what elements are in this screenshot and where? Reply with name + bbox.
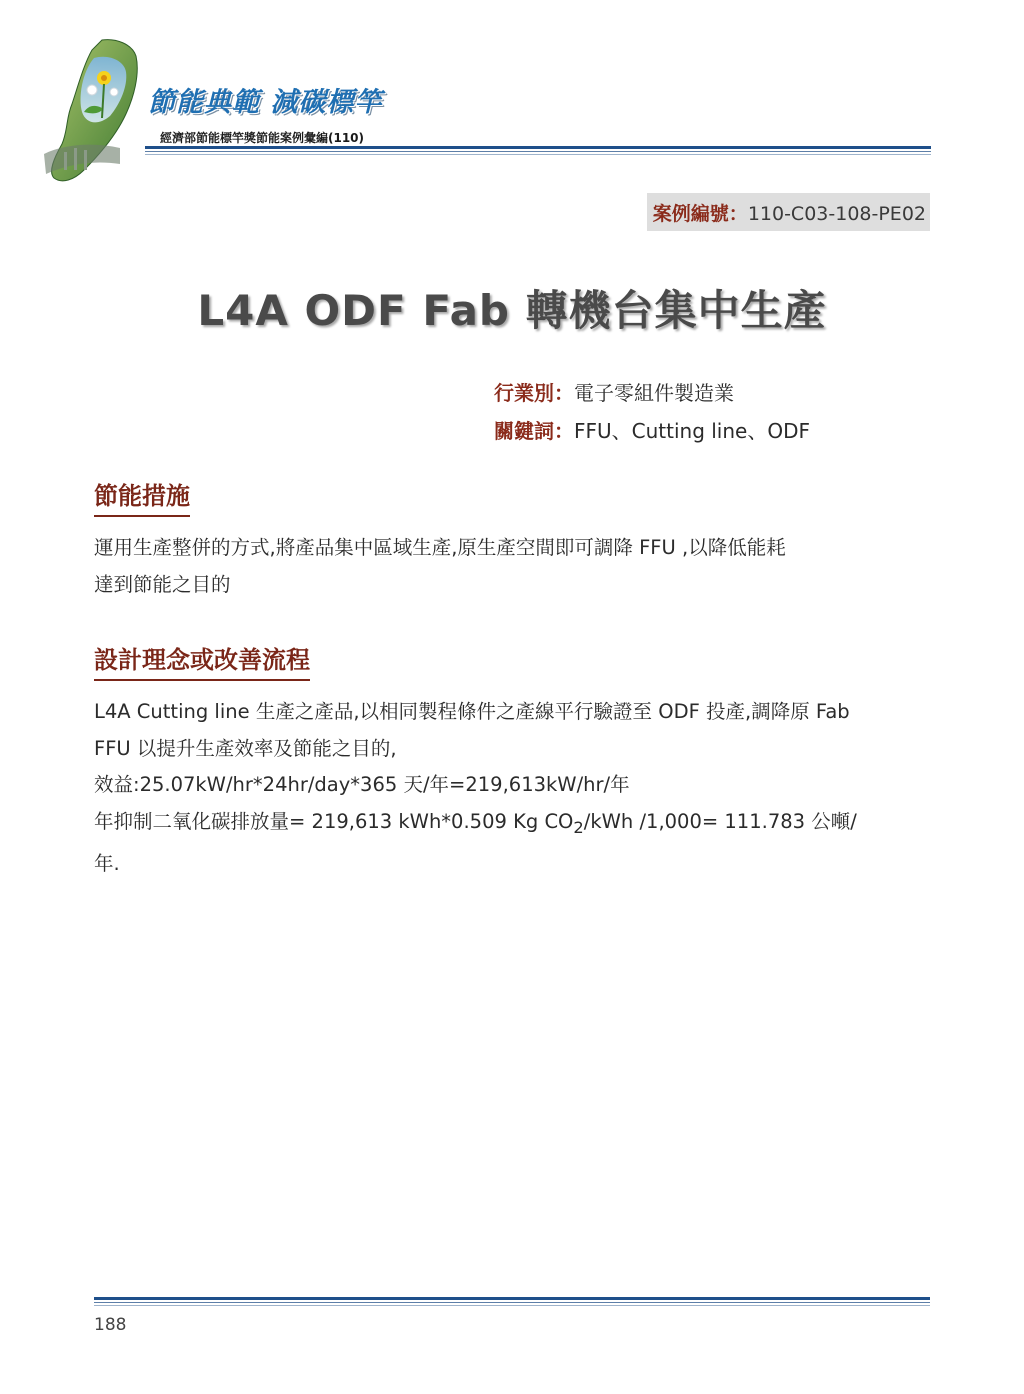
paragraph-line: 效益:25.07kW/hr*24hr/day*365 天/年=219,613kW/hr/年 (94, 773, 630, 796)
section-body-design (94, 694, 934, 882)
header-title: 節能典範 減碳標竿 (148, 87, 383, 118)
case-meta (494, 374, 810, 450)
co2-line-after: /kWh /1,000= 111.783 公噸/ (583, 809, 857, 833)
industry-label: 行業別： (494, 381, 574, 405)
industry-value: 電子零組件製造業 (574, 381, 734, 405)
page-number: 188 (94, 1315, 127, 1335)
page-title: L4A ODF Fab 轉機台集中生產 (197, 286, 827, 335)
paragraph-line: 運用生產整併的方式,將產品集中區域生產,原生產空間即可調降 FFU ,以降低能耗 (94, 536, 786, 559)
paragraph-line: FFU 以提升生產效率及節能之目的, (94, 736, 397, 760)
industry-row (494, 374, 810, 412)
co2-line-before: 年抑制二氧化碳排放量= 219,613 kWh*0.509 Kg CO (94, 809, 574, 833)
header-subtitle: 經濟部節能標竿獎節能案例彙編(110) (160, 131, 365, 145)
section-heading-design: 設計理念或改善流程 (94, 640, 310, 681)
paragraph-line: L4A Cutting line 生產之產品,以相同製程條件之產線平行驗證至 ODF 投產,調降原 Fab (94, 700, 850, 723)
paragraph-line: 年. (94, 851, 120, 875)
case-number-label: 案例編號： (652, 203, 748, 225)
co2-line (94, 804, 934, 846)
case-number-badge (647, 193, 930, 231)
section-heading-measures: 節能措施 (94, 476, 190, 517)
header-rule (145, 146, 931, 156)
taiwan-map-flower-logo (24, 34, 154, 184)
paragraph-line: 達到節能之目的 (94, 572, 231, 596)
page-header (0, 0, 1024, 190)
keywords-value: FFU、Cutting line、ODF (574, 419, 810, 443)
case-number-value: 110-C03-108-PE02 (747, 203, 926, 225)
keywords-row (494, 412, 810, 450)
co2-subscript: 2 (573, 817, 584, 837)
section-body-measures (94, 530, 934, 603)
keywords-label: 關鍵詞： (494, 419, 574, 443)
footer-rule (94, 1297, 930, 1307)
